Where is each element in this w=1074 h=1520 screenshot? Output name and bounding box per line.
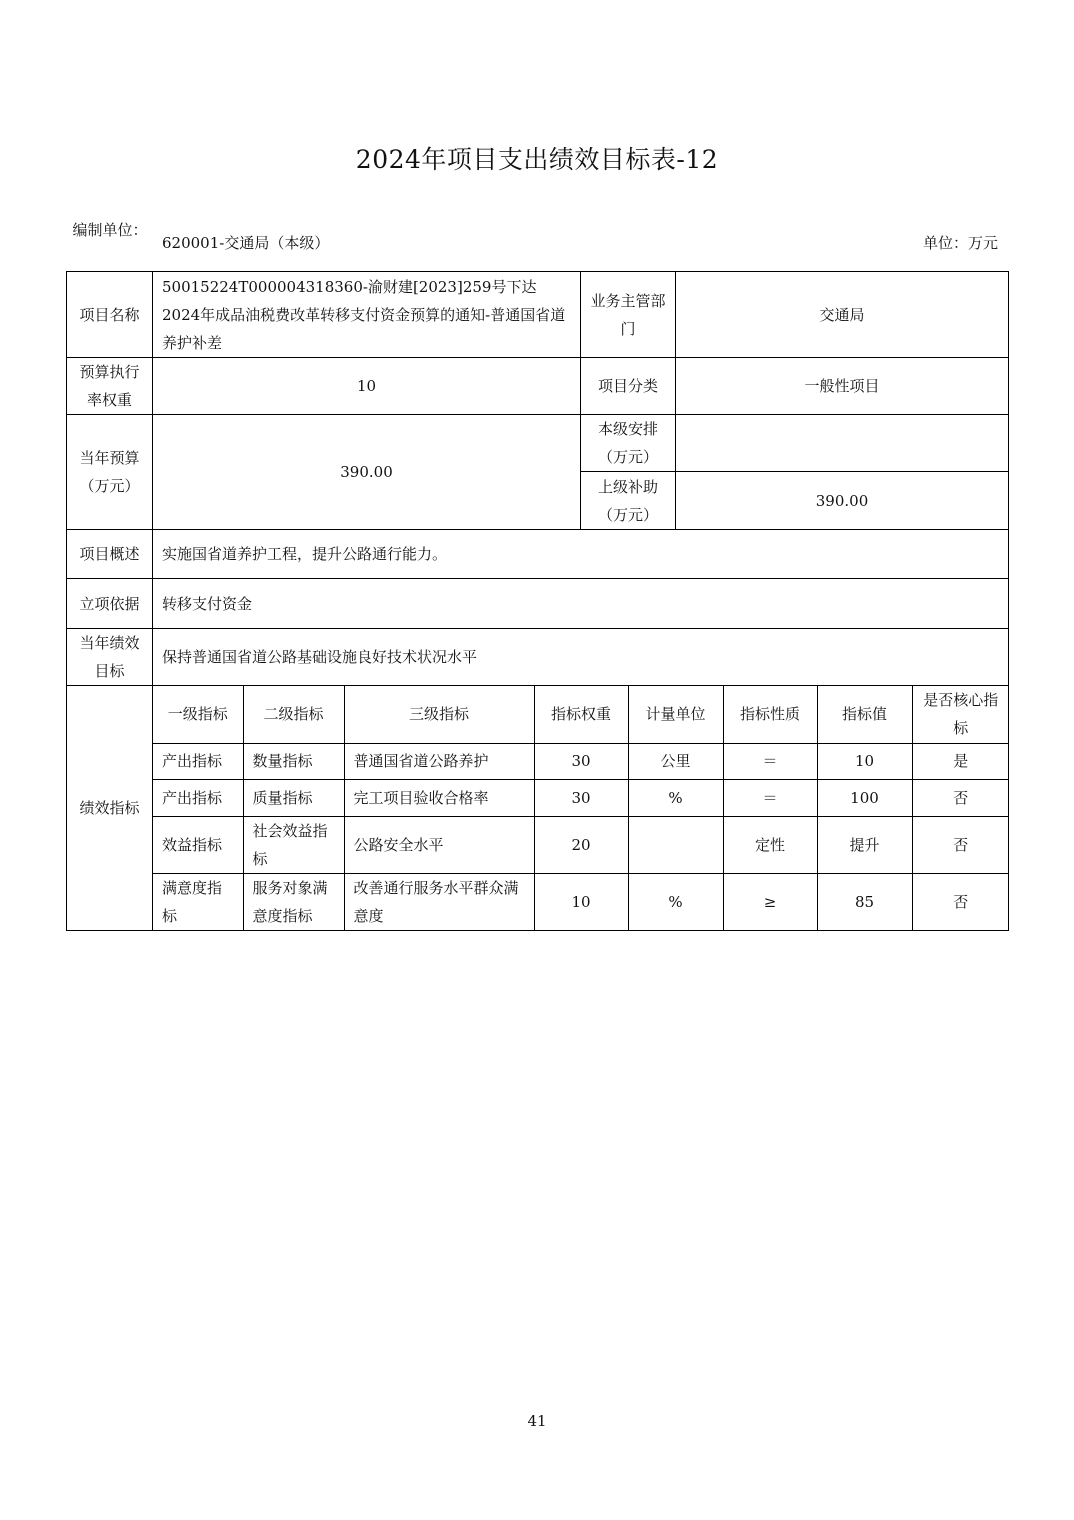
budget-label: 当年预算（万元） (67, 415, 153, 530)
exec-rate-label: 预算执行率权重 (67, 358, 153, 415)
header-level3: 三级指标 (344, 686, 534, 743)
performance-section-label: 绩效指标 (67, 686, 153, 931)
performance-target-table (66, 271, 1009, 931)
weight-cell: 30 (534, 743, 628, 779)
table-row (153, 779, 1009, 816)
category-value: 一般性项目 (676, 358, 1009, 415)
level1-cell: 效益指标 (153, 816, 243, 873)
upper-funding-label: 上级补助（万元） (581, 472, 676, 530)
project-name-value: 50015224T000004318360-渝财建[2023]259号下达2024年成品油税费改革转移支付资金预算的通知-普通国省道养护补差 (153, 272, 581, 358)
value-cell: 10 (817, 743, 912, 779)
level3-cell: 完工项目验收合格率 (344, 779, 534, 816)
header-core: 是否核心指标 (912, 686, 1009, 743)
level2-cell: 数量指标 (243, 743, 344, 779)
value-cell: 提升 (817, 816, 912, 873)
exec-rate-value: 10 (153, 358, 581, 415)
goal-value: 保持普通国省道公路基础设施良好技术状况水平 (153, 629, 1009, 686)
category-label: 项目分类 (581, 358, 676, 415)
weight-cell: 30 (534, 779, 628, 816)
nature-cell: ＝ (723, 743, 817, 779)
level1-cell: 满意度指标 (153, 873, 243, 930)
table-row (153, 873, 1009, 930)
weight-cell: 10 (534, 873, 628, 930)
header-weight: 指标权重 (534, 686, 628, 743)
overview-value: 实施国省道养护工程，提升公路通行能力。 (153, 530, 1009, 579)
nature-cell: 定性 (723, 816, 817, 873)
overview-label: 项目概述 (67, 530, 153, 579)
value-cell: 100 (817, 779, 912, 816)
header-level1: 一级指标 (153, 686, 243, 743)
level1-cell: 产出指标 (153, 743, 243, 779)
level2-cell: 服务对象满意度指标 (243, 873, 344, 930)
indicator-table (153, 686, 1009, 930)
basis-value: 转移支付资金 (153, 579, 1009, 629)
nature-cell: ≥ (723, 873, 817, 930)
level1-cell: 产出指标 (153, 779, 243, 816)
header-nature: 指标性质 (723, 686, 817, 743)
header-value: 指标值 (817, 686, 912, 743)
unit-cell: % (628, 779, 723, 816)
nature-cell: ＝ (723, 779, 817, 816)
page-title: 2024年项目支出绩效目标表-12 (355, 145, 719, 174)
value-cell: 85 (817, 873, 912, 930)
unit-label: 编制单位： (72, 221, 148, 239)
dept-label: 业务主管部门 (581, 272, 676, 358)
unit-value: 620001-交通局（本级） (162, 234, 330, 252)
weight-cell: 20 (534, 816, 628, 873)
local-funding-value (676, 415, 1009, 472)
basis-label: 立项依据 (67, 579, 153, 629)
table-row (153, 816, 1009, 873)
core-cell: 否 (912, 779, 1009, 816)
local-funding-label: 本级安排（万元） (581, 415, 676, 472)
budget-value: 390.00 (153, 415, 581, 530)
unit-cell: % (628, 873, 723, 930)
core-cell: 是 (912, 743, 1009, 779)
header-unit: 计量单位 (628, 686, 723, 743)
level2-cell: 质量指标 (243, 779, 344, 816)
header-level2: 二级指标 (243, 686, 344, 743)
project-name-label: 项目名称 (67, 272, 153, 358)
level3-cell: 改善通行服务水平群众满意度 (344, 873, 534, 930)
level3-cell: 公路安全水平 (344, 816, 534, 873)
currency-note: 单位：万元 (922, 234, 998, 252)
core-cell: 否 (953, 892, 969, 911)
indicator-header-row (153, 686, 1009, 743)
goal-label: 当年绩效目标 (67, 629, 153, 686)
unit-cell (628, 816, 723, 873)
unit-cell: 公里 (628, 743, 723, 779)
dept-value: 交通局 (676, 272, 1009, 358)
page-number: 41 (527, 1412, 547, 1430)
core-cell: 否 (912, 816, 1009, 873)
performance-indicators (153, 686, 1009, 931)
level3-cell: 普通国省道公路养护 (344, 743, 534, 779)
table-row (153, 743, 1009, 779)
level2-cell: 社会效益指标 (243, 816, 344, 873)
upper-funding-value: 390.00 (676, 472, 1009, 530)
